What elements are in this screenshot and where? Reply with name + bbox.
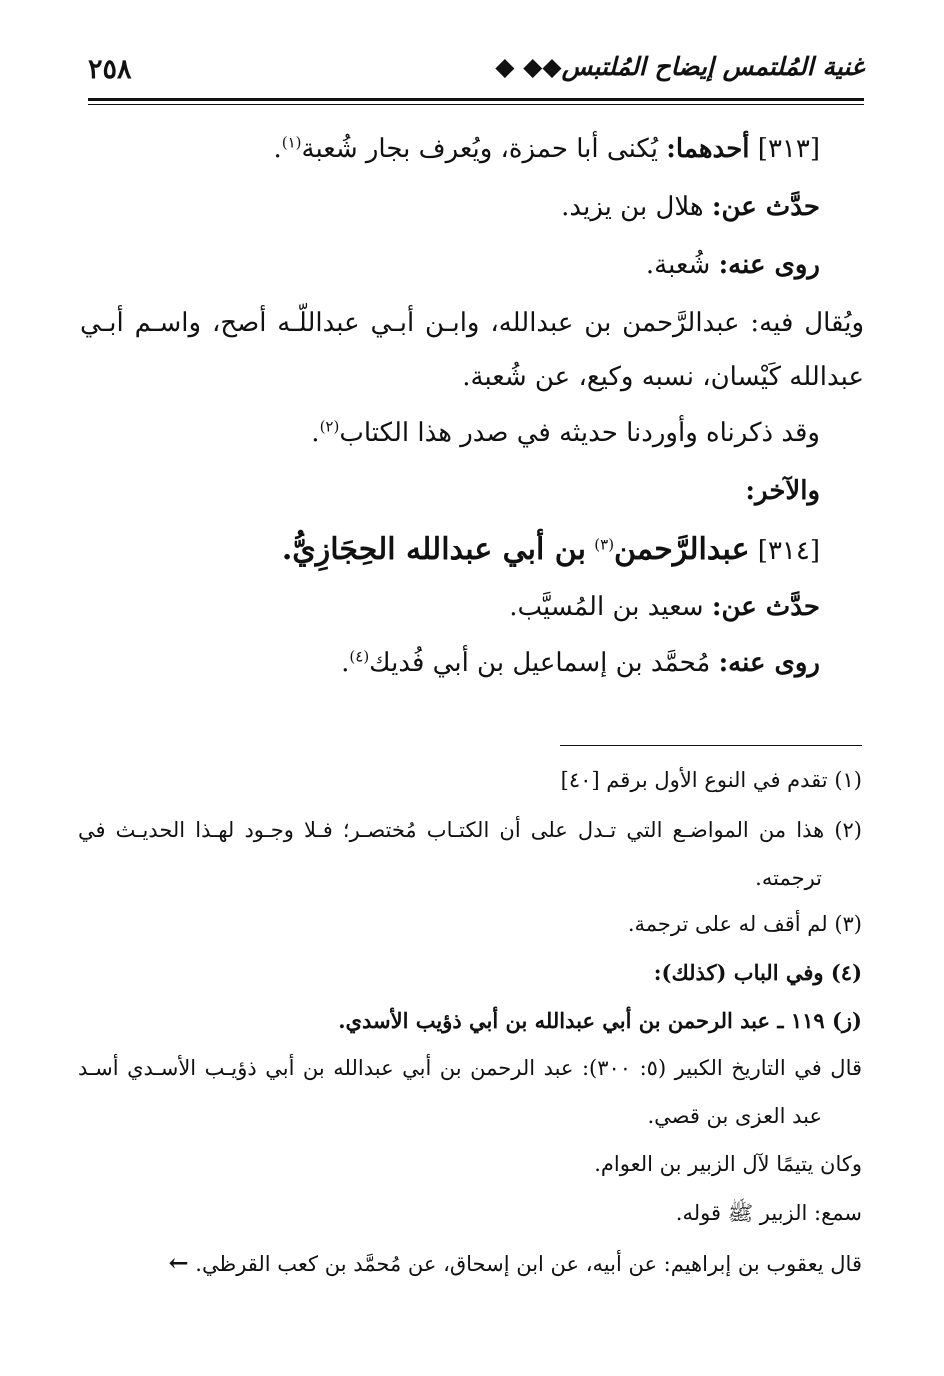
footnote-ref: (١): [281, 133, 302, 152]
field-value: سعيد بن المُسيَّب.: [509, 592, 704, 622]
footnote-4: (٤) وفي الباب (كذلك):: [653, 960, 862, 985]
section-label: [745, 476, 820, 506]
entry-number: [٣١٣]: [757, 134, 820, 164]
footnote-ref: (٤): [349, 647, 370, 666]
footnote-2-continuation: ترجمته.: [755, 866, 822, 890]
body-text: وقد ذكرناه وأوردنا حديثه في صدر هذا الكتاب: [339, 418, 820, 448]
punct: .: [311, 418, 320, 448]
footnote-entry-body: قال يعقوب بن إبراهيم: عن أبيه، عن ابن إسحاق، عن مُحمَّد بن كعب القرظي.: [195, 1252, 862, 1276]
footnote-1: (١) تقدم في النوع الأول برقم [٤٠]: [560, 768, 862, 792]
header-rule-thick: [88, 98, 864, 101]
field-label: حدَّث عن:: [711, 192, 820, 222]
footnote-entry-text: [169, 1248, 863, 1277]
narrated-from-line: [561, 192, 820, 222]
entry-314-line: [282, 532, 820, 567]
field-label: روى عنه:: [718, 648, 820, 678]
field-value: شُعبة.: [645, 250, 711, 280]
page-number: ٢٥٨: [88, 54, 132, 85]
narrated-by-line: [646, 250, 820, 280]
footnote-ref: (٣): [594, 535, 615, 554]
footnote-entry-text: قال في التاريخ الكبير (٥: ٣٠٠): عبد الرحمن بن أبي عبدالله بن أبي ذؤيـب الأسـدي أسـد: [78, 1056, 863, 1080]
page-header: [88, 52, 864, 92]
footnote-separator: [560, 745, 862, 746]
narrated-from-line: [509, 592, 820, 622]
punct: .: [341, 648, 350, 678]
footnote-entry-text: سمع: الزبير ﷺ قوله.: [675, 1201, 862, 1225]
field-label: روى عنه:: [718, 250, 820, 280]
section-label-text: والآخر:: [745, 476, 820, 506]
entry-label: أحدهما:: [666, 134, 750, 164]
field-value: مُحمَّد بن إسماعيل بن أبي فُديك: [369, 648, 711, 678]
running-title: غنية المُلتمس إيضاح المُلتبس◆◆ ◆: [495, 52, 864, 81]
body-paragraph-line: [311, 418, 820, 448]
field-value: هلال بن يزيد.: [561, 192, 704, 222]
footnote-3: (٣) لم أقف له على ترجمة.: [627, 912, 862, 936]
entry-text: يُكنى أبا حمزة، ويُعرف بجار شُعبة: [301, 134, 659, 164]
body-paragraph-line: ويُقال فيه: عبدالرَّحمن بن عبدالله، وابـن أبـي عبداللّـه أصح، واسـم أبـي: [80, 308, 864, 338]
narrated-by-line: [341, 648, 820, 678]
header-rule-thin: [88, 104, 864, 105]
footnote-entry-text: وكان يتيمًا لآل الزبير بن العوام.: [594, 1152, 862, 1176]
field-label: حدَّث عن:: [711, 592, 820, 622]
entry-313-line: [273, 134, 820, 164]
entry-name-rest: بن أبي عبدالله الحِجَازِيُّ.: [281, 532, 586, 567]
footnote-ref: (٢): [319, 417, 340, 436]
footnote-2: (٢) هذا من المواضـع التي تـدل على أن الكتـاب مُختصـر؛ فـلا وجـود لهـذا الحديـث في: [78, 818, 862, 842]
entry-number: [٣١٤]: [757, 536, 820, 566]
entry-name: عبدالرَّحمن: [614, 532, 750, 567]
footnote-entry-heading: (ز) ١١٩ ـ عبد الرحمن بن أبي عبدالله بن أبي ذؤيب الأسدي.: [338, 1008, 862, 1033]
footnote-entry-continuation: عبد العزى بن قصي.: [647, 1104, 822, 1128]
body-paragraph-line: عبدالله كَيْسان، نسبه وكيع، عن شُعبة.: [462, 362, 864, 392]
punct: .: [273, 134, 282, 164]
continuation-arrow-icon: ←: [168, 1248, 189, 1277]
